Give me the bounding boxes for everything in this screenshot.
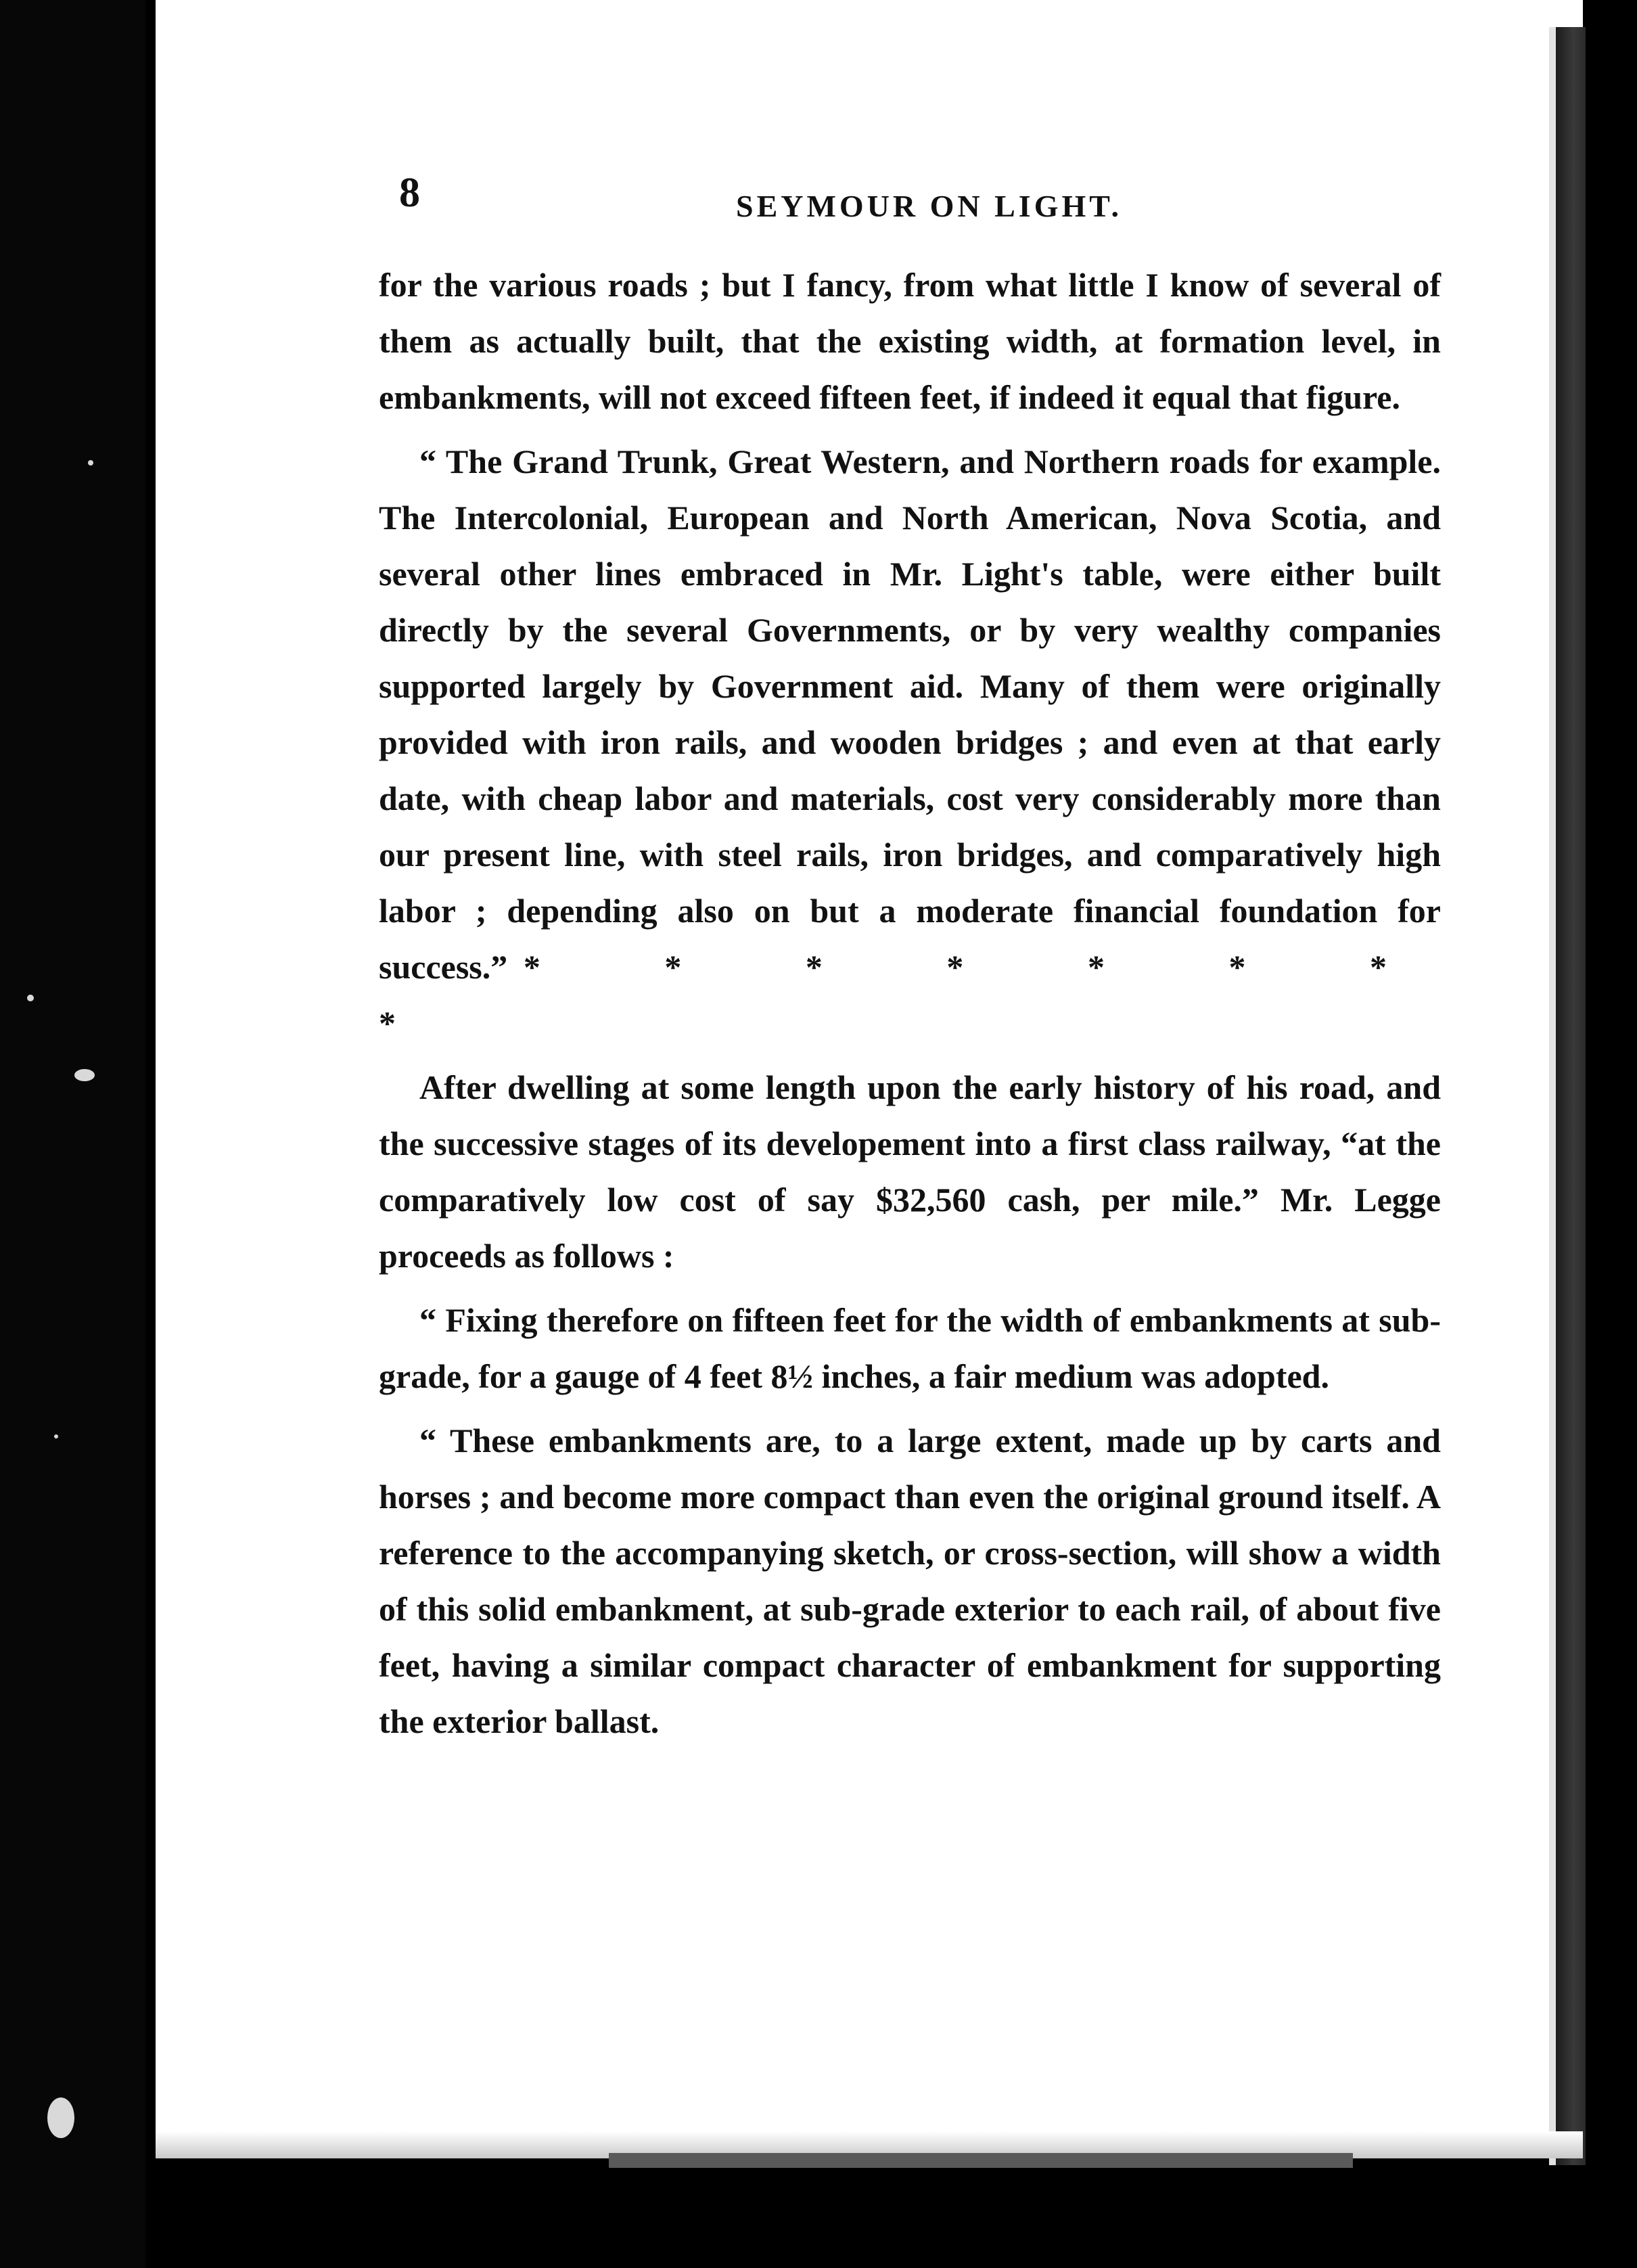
dust-speck	[88, 460, 93, 466]
paragraph-text: for the various roads ; but I fancy, from what little I know of several of them as actually built, that the existing width, at formation level, in embankments, will not exceed fifteen feet, if indeed it equal that figure.	[379, 266, 1441, 416]
dust-speck	[54, 1434, 58, 1438]
dust-speck	[47, 2097, 74, 2138]
paragraph	[379, 257, 1441, 426]
paragraph	[379, 434, 1441, 1051]
paragraph-text: After dwelling at some length upon the early history of his road, and the successive stages of its developement into a first class railway, “at the comparatively low cost of say $32,560 cash, per mile.” Mr. Legge proceeds as follows :	[379, 1068, 1441, 1275]
paragraph-text: “ These embankments are, to a large extent, made up by carts and horses ; and become more compact than even the original ground itself. A reference to the accompanying sketch, or cross-section, will show a width of this solid embankment, at sub-grade exterior to each rail, of about five feet, having a similar compact character of embankment for supporting the exterior ballast.	[379, 1422, 1441, 1740]
page-number: 8	[399, 170, 420, 216]
paragraph-text: “ Fixing therefore on fifteen feet for the width of embankments at sub-grade, for a gauge of 4 feet 8½ inches, a fair medium was adopted.	[379, 1301, 1441, 1395]
dust-speck	[74, 1069, 95, 1081]
scanner-background	[0, 0, 145, 2268]
binding-edge	[609, 2153, 1353, 2168]
asterism: * * * * * * * *	[379, 948, 1442, 1042]
paragraph	[379, 1292, 1441, 1405]
paragraph-text: “ The Grand Trunk, Great Western, and Northern roads for example. The Intercolonial, European and North American, Nova Scotia, and several other lines embraced in Mr. Light's table, were either built directly by the several Governments, or by very wealthy companies supported largely by Government aid. Many of them were originally provided with iron rails, and wooden bridges ; and even at that early date, with cheap labor and materials, cost very considerably more than our present line, with steel rails, iron bridges, and comparatively high labor ; depending also on but a moderate financial foundation for success.”	[379, 443, 1441, 986]
body-text	[379, 257, 1441, 1750]
page-header	[399, 169, 1481, 230]
paragraph	[379, 1060, 1441, 1284]
dust-speck	[27, 995, 34, 1001]
running-title: SEYMOUR ON LIGHT.	[736, 189, 1123, 223]
page-shadow	[1556, 27, 1586, 2165]
paragraph	[379, 1413, 1441, 1750]
